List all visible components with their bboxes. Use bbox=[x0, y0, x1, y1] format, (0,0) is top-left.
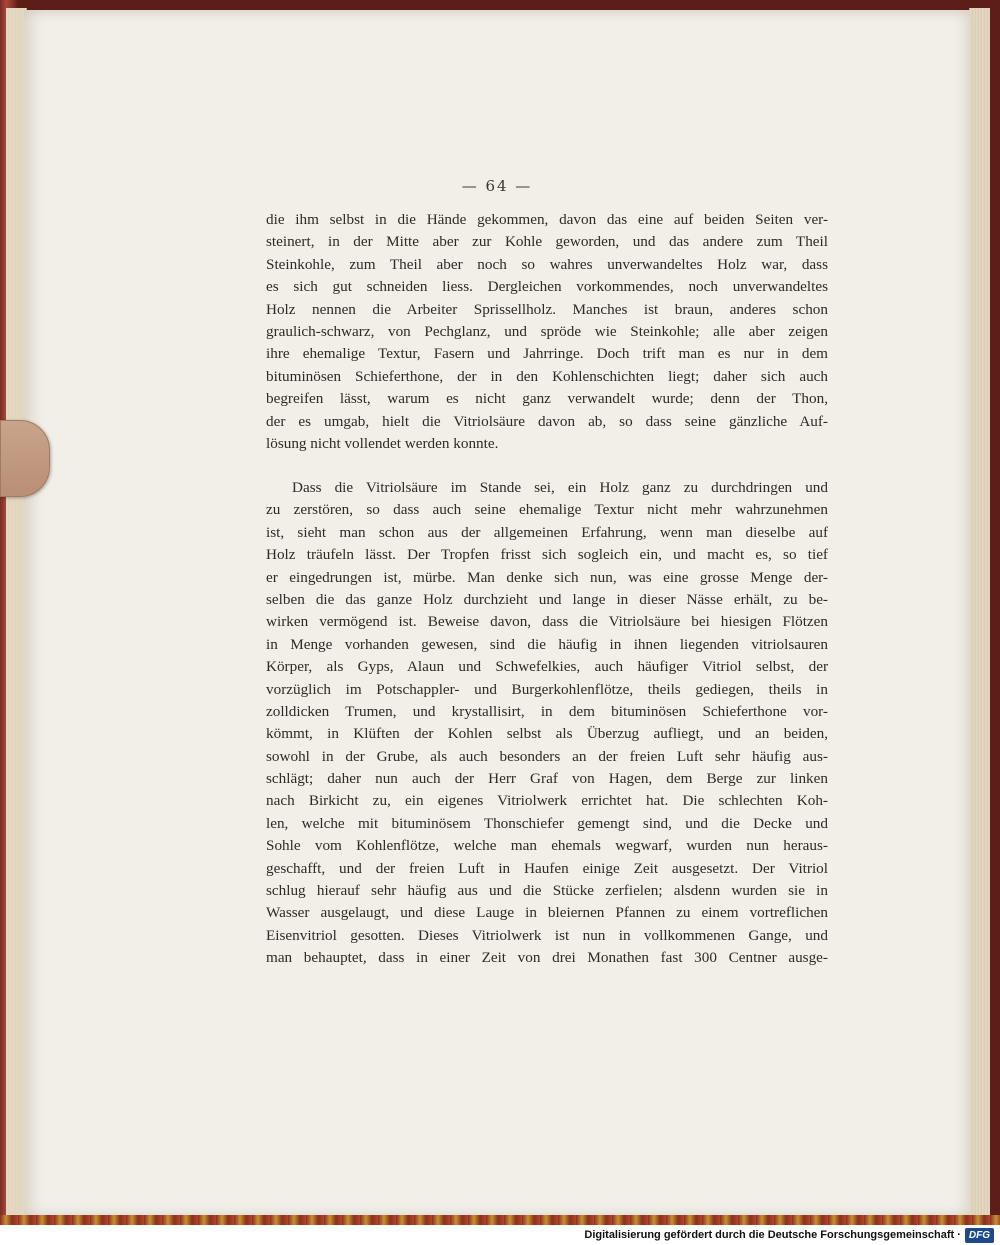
text-line: ihre ehemalige Textur, Fasern und Jahrringe. Doch trift man es nur in dem bbox=[266, 345, 828, 363]
text-line: begreifen lässt, warum es nicht ganz verwandelt wurde; denn der Thon, bbox=[266, 390, 828, 408]
text-line: Dass die Vitriolsäure im Stande sei, ein Holz ganz zu durchdringen und bbox=[292, 479, 828, 496]
footer-credit: Digitalisierung gefördert durch die Deutsche Forschungsgemeinschaft · bbox=[584, 1229, 961, 1241]
text-line: lösung nicht vollendet werden konnte. bbox=[266, 434, 499, 452]
digitization-footer bbox=[0, 1225, 1000, 1245]
paragraph-2 bbox=[266, 477, 828, 970]
text-line: vorzüglich im Potschappler- und Burgerkohlenflötze, theils gediegen, theils in bbox=[266, 680, 828, 698]
text-line: Wasser ausgelaugt, und diese Lauge in bleiernen Pfannen zu einem vortreflichen bbox=[266, 904, 828, 922]
text-line: schlug hierauf sehr häufig aus und die Stücke zerfielen; alsdenn wurden sie in bbox=[266, 882, 828, 900]
page-number: — 64 — bbox=[461, 177, 533, 195]
text-line: es sich gut schneiden liess. Dergleichen vorkommendes, noch unverwandeltes bbox=[266, 278, 828, 296]
text-line: nach Birkicht zu, ein eigenes Vitriolwerk errichtet hat. Die schlechten Koh- bbox=[266, 792, 828, 810]
text-line: ist, sieht man schon aus der allgemeinen Erfahrung, wenn man dieselbe auf bbox=[266, 523, 828, 541]
dfg-logo-icon: DFG bbox=[965, 1228, 994, 1243]
text-line: Holz nennen die Arbeiter Sprissellholz. Manches ist braun, anderes schon bbox=[266, 300, 828, 318]
text-line: Holz träufeln lässt. Der Tropfen frisst sich sogleich ein, und macht es, so tief bbox=[266, 546, 828, 564]
text-line: man behauptet, dass in einer Zeit von drei Monathen fast 300 Centner ausge- bbox=[266, 949, 828, 967]
text-line: der es umgab, hielt die Vitriolsäure davon ab, so dass seine gänzliche Auf- bbox=[266, 412, 828, 430]
text-line: steinert, in der Mitte aber zur Kohle geworden, und das andere zum Theil bbox=[266, 233, 828, 251]
text-line: er eingedrungen ist, mürbe. Man denke sich nun, was eine grosse Menge der- bbox=[266, 568, 828, 586]
book-page bbox=[24, 10, 970, 1218]
ornamental-edge bbox=[0, 1215, 1000, 1225]
text-line: die ihm selbst in die Hände gekommen, davon das eine auf beiden Seiten ver- bbox=[266, 211, 828, 228]
text-line: schlägt; daher nun auch der Herr Graf von Hagen, dem Berge zur linken bbox=[266, 770, 828, 788]
text-line: zu zerstören, so dass auch seine ehemalige Textur nicht mehr wahrzunehmen bbox=[266, 501, 828, 519]
text-line: Körper, als Gyps, Alaun und Schwefelkies, auch häufiger Vitriol selbst, der bbox=[266, 658, 828, 676]
text-line: Eisenvitriol gesotten. Dieses Vitriolwerk ist nun in vollkommenen Gange, und bbox=[266, 926, 828, 944]
text-line: in Menge vorhanden gewesen, sind die häufig in ihnen liegenden vitriolsauren bbox=[266, 635, 828, 653]
text-line: sowohl in der Grube, als auch besonders an der freien Luft sehr häufig aus- bbox=[266, 747, 828, 765]
text-line: len, welche mit bituminösem Thonschiefer gemengt sind, und die Decke und bbox=[266, 814, 828, 832]
text-line: bituminösen Schieferthone, der in den Kohlenschichten liegt; daher sich auch bbox=[266, 367, 828, 385]
page-edges-right bbox=[969, 8, 990, 1218]
paragraph-1 bbox=[266, 209, 828, 455]
bookmark-tab bbox=[0, 420, 50, 497]
text-line: Sohle vom Kohlenflötze, welche man ehemals wegwarf, wurden nun heraus- bbox=[266, 837, 828, 855]
text-line: Steinkohle, zum Theil aber noch so wahres unverwandeltes Holz war, dass bbox=[266, 255, 828, 273]
text-line: zolldicken Trumen, und krystallisirt, in dem bituminösen Schieferthone vor- bbox=[266, 702, 828, 720]
text-line: kömmt, in Klüften der Kohlen selbst als Überzug aufliegt, und an beiden, bbox=[266, 725, 828, 743]
text-line: selben die das ganze Holz durchzieht und lange in dieser Nässe erhält, zu be- bbox=[266, 590, 828, 608]
text-line: geschafft, und der freien Luft in Haufen einige Zeit ausgesetzt. Der Vitriol bbox=[266, 859, 828, 877]
text-line: graulich-schwarz, von Pechglanz, und spröde wie Steinkohle; alle aber zeigen bbox=[266, 322, 828, 340]
text-line: wirken vermögend ist. Beweise davon, dass die Vitriolsäure bei hiesigen Flötzen bbox=[266, 613, 828, 631]
